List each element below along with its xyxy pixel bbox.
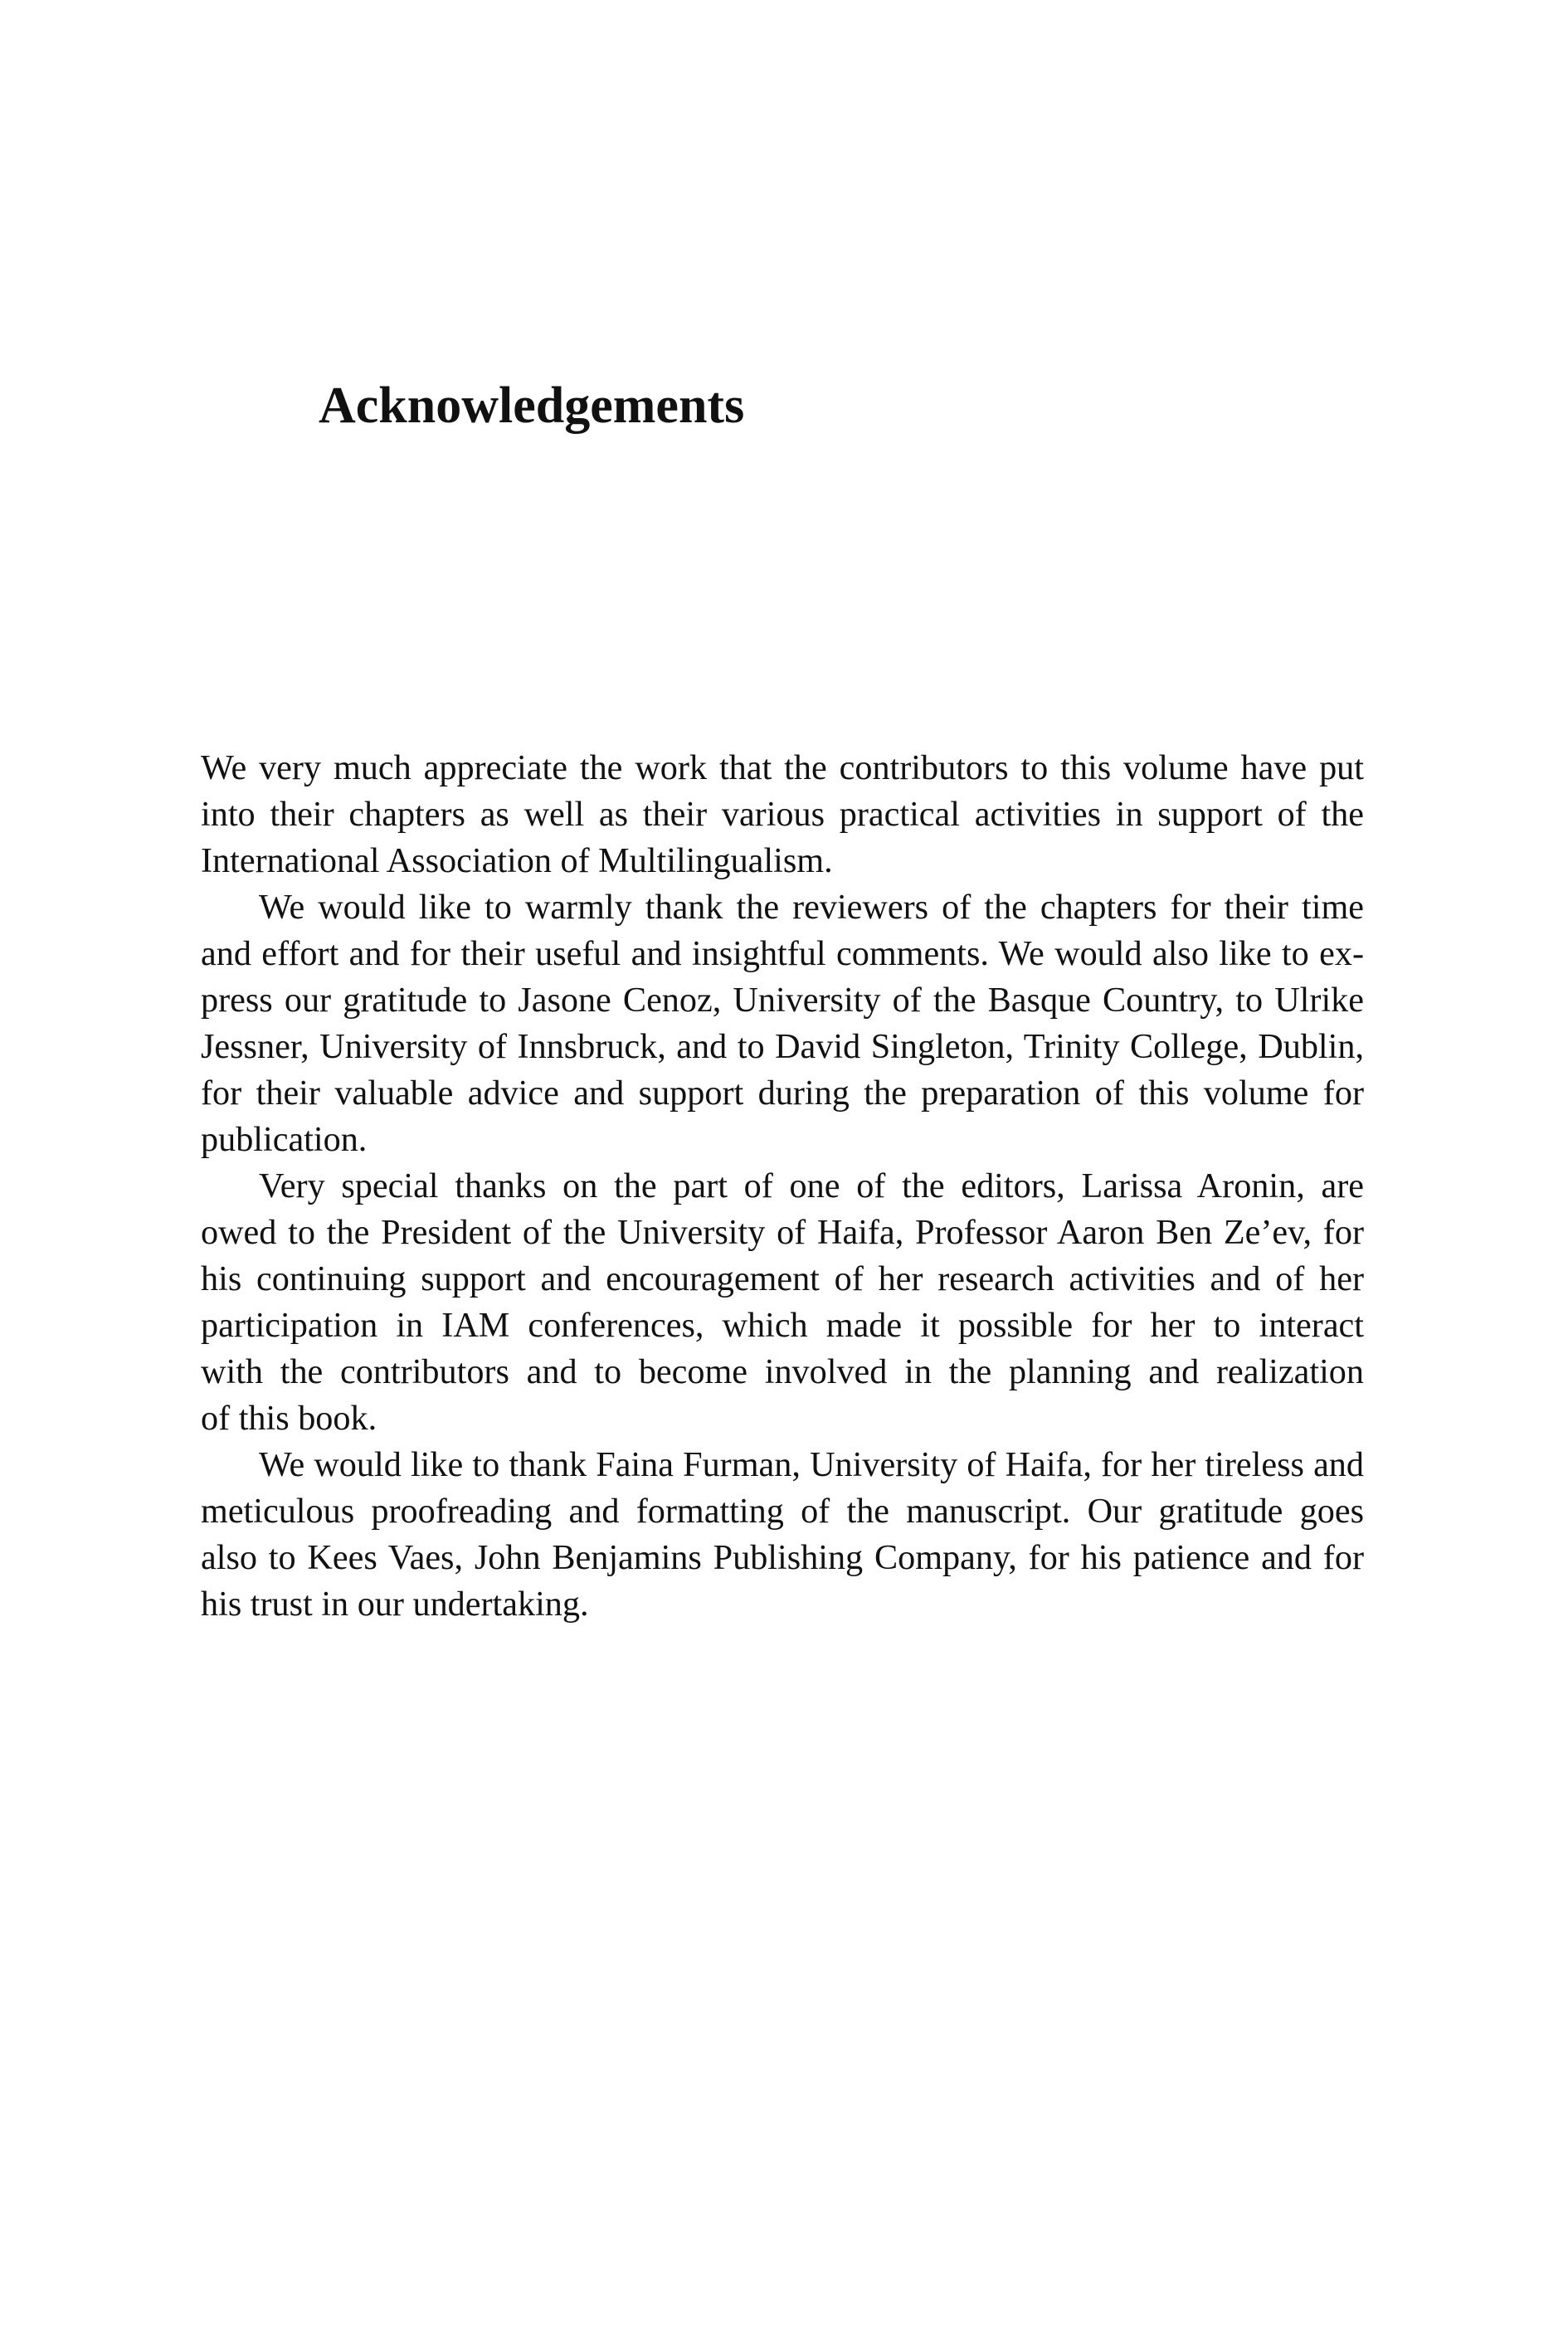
page-title: Acknowledgements	[319, 377, 745, 434]
text-line: into their chapters as well as their various practical activities in support of the	[201, 795, 1364, 834]
text-line: publication.	[201, 1120, 368, 1159]
text-line: owed to the President of the University of Haifa, Professor Aaron Ben Ze’ev, for	[201, 1213, 1364, 1252]
paragraph-2	[201, 884, 1364, 1163]
text-line: of this book.	[201, 1399, 377, 1438]
paragraph-4	[201, 1442, 1364, 1628]
text-line: his trust in our undertaking.	[201, 1585, 589, 1624]
text-line: We very much appreciate the work that the contributors to this volume have put	[201, 748, 1364, 787]
text-line: Very special thanks on the part of one of the editors, Larissa Aronin, are	[259, 1166, 1364, 1205]
text-line: press our gratitude to Jasone Cenoz, University of the Basque Country, to Ulrike	[201, 981, 1364, 1020]
text-line: We would like to thank Faina Furman, University of Haifa, for her tireless and	[259, 1445, 1364, 1484]
acknowledgements-body	[201, 745, 1364, 1628]
text-line: his continuing support and encouragement of her research activities and of her	[201, 1259, 1364, 1298]
text-line: International Association of Multilingualism.	[201, 841, 833, 880]
text-line: and effort and for their useful and insightful comments. We would also like to ex-	[201, 934, 1364, 973]
text-line: We would like to warmly thank the reviewers of the chapters for their time	[259, 888, 1364, 927]
text-line: participation in IAM conferences, which made it possible for her to interact	[201, 1306, 1364, 1345]
text-line: Jessner, University of Innsbruck, and to David Singleton, Trinity College, Dublin,	[201, 1027, 1364, 1066]
text-line: also to Kees Vaes, John Benjamins Publishing Company, for his patience and for	[201, 1538, 1364, 1577]
text-line: meticulous proofreading and formatting of the manuscript. Our gratitude goes	[201, 1492, 1364, 1531]
paragraph-3	[201, 1163, 1364, 1442]
paragraph-1	[201, 745, 1364, 884]
text-line: for their valuable advice and support during the preparation of this volume for	[201, 1074, 1364, 1113]
text-line: with the contributors and to become involved in the planning and realization	[201, 1352, 1364, 1391]
